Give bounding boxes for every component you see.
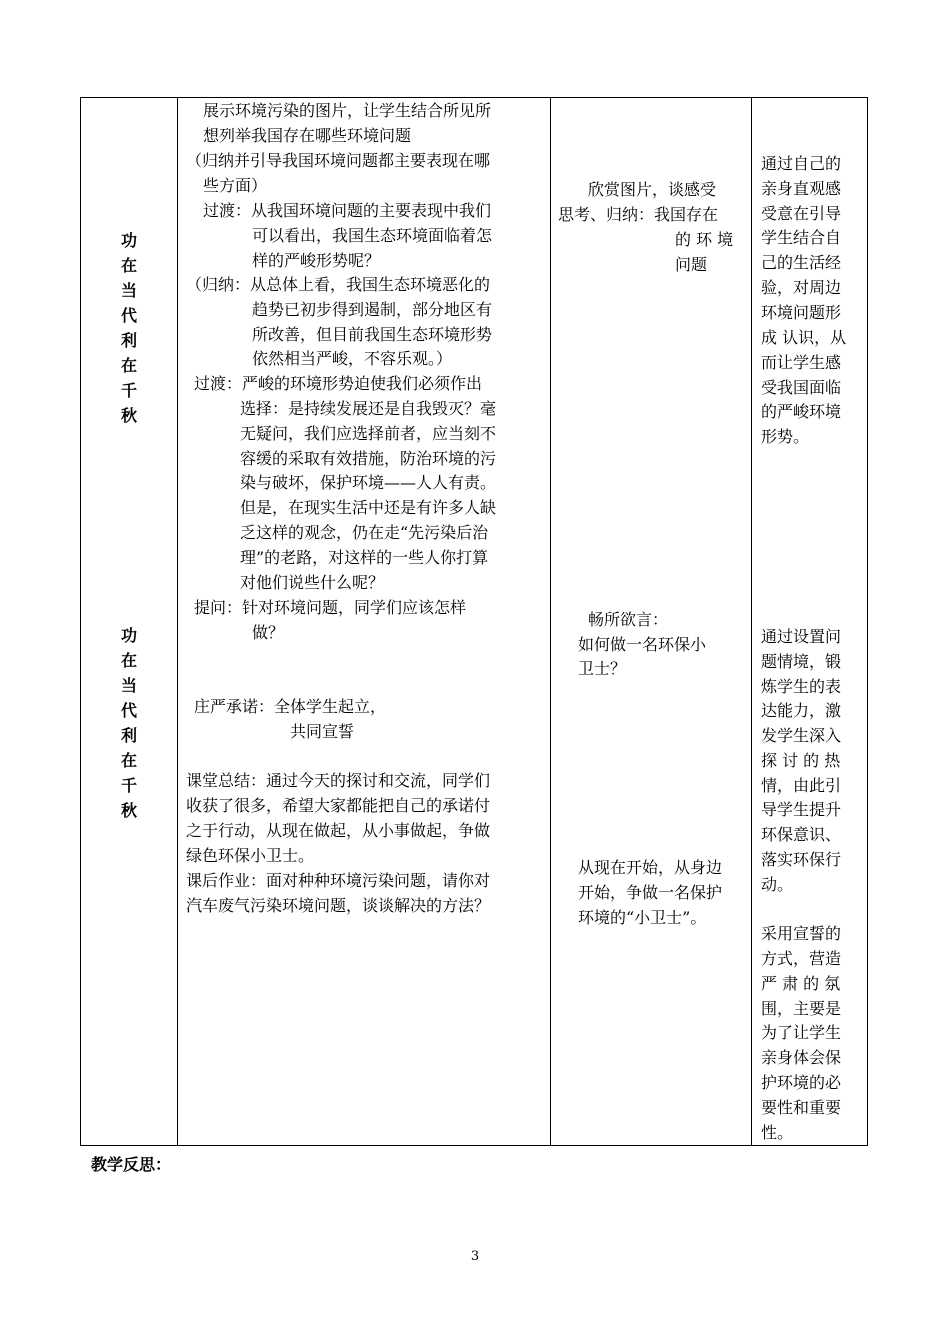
teacher-line: 无疑问，我们应选择前者，应当刻不: [240, 424, 497, 443]
teacher-line: 理”的老路，对这样的一些人你打算: [240, 548, 489, 567]
intent-line: 形势。: [761, 427, 810, 446]
student-line: 从现在开始，从身边: [578, 858, 723, 877]
intent-line: 亲身直观感: [761, 179, 842, 198]
teacher-line: 可以看出，我国生态环境面临着怎: [252, 226, 493, 245]
teacher-line: 乏这样的观念，仍在走“先污染后治: [240, 523, 489, 542]
label-char: 利: [120, 726, 137, 745]
teacher-line: 做？: [252, 623, 285, 642]
lesson-table: [80, 97, 868, 1146]
label-char: 当: [120, 281, 137, 300]
teacher-line: 些方面）: [203, 176, 268, 195]
column-divider: [550, 98, 551, 1145]
student-line: 欣赏图片，谈感受: [588, 180, 717, 199]
column-divider: [751, 98, 752, 1145]
intent-line: 环保意识、: [761, 825, 842, 844]
intent-line: 严 肃 的 氛: [761, 974, 841, 993]
student-line: 开始，争做一名保护: [578, 883, 723, 902]
label-char: 秋: [120, 801, 137, 820]
intent-line: 通过设置问: [761, 627, 842, 646]
teacher-line: 展示环境污染的图片，让学生结合所见所: [203, 101, 492, 120]
student-line: 如何做一名环保小: [578, 635, 707, 654]
page-number: 3: [470, 1249, 480, 1264]
label-char: 秋: [120, 406, 137, 425]
label-char: 代: [120, 701, 137, 720]
intent-line: 性。: [761, 1123, 794, 1142]
teacher-line: 共同宣誓: [290, 722, 355, 741]
intent-line: 为了让学生: [761, 1023, 842, 1042]
intent-line: 而让学生感: [761, 353, 842, 372]
teacher-line: 容缓的采取有效措施，防治环境的污: [240, 449, 497, 468]
intent-line: 题情境，锻: [761, 652, 842, 671]
intent-line: 探 讨 的 热: [761, 751, 841, 770]
intent-line: 采用宣誓的: [761, 924, 842, 943]
intent-line: 落实环保行: [761, 850, 842, 869]
intent-line: 方式，营造: [761, 949, 842, 968]
teacher-line: 选择：是持续发展还是自我毁灭？毫: [240, 399, 497, 418]
intent-line: 护环境的必: [761, 1073, 842, 1092]
intent-line: 亲身体会保: [761, 1048, 842, 1067]
label-char: 千: [120, 776, 137, 795]
intent-line: 环境问题形: [761, 303, 842, 322]
teacher-line: 依然相当严峻，不容乐观。）: [252, 349, 453, 368]
intent-line: 炼学生的表: [761, 677, 842, 696]
teacher-line: 提问：针对环境问题，同学们应该怎样: [194, 598, 467, 617]
label-char: 利: [120, 331, 137, 350]
column-divider: [177, 98, 178, 1145]
intent-line: 发学生深入: [761, 726, 842, 745]
intent-line: 达能力，激: [761, 701, 842, 720]
label-char: 代: [120, 306, 137, 325]
student-line: 畅所欲言：: [588, 610, 669, 629]
teacher-line: （归纳并引导我国环境问题都主要表现在哪: [186, 151, 491, 170]
intent-line: 围，主要是: [761, 999, 842, 1018]
teacher-line: 汽车废气污染环境问题，谈谈解决的方法？: [186, 896, 491, 915]
teacher-line: 所改善，但目前我国生态环境形势: [252, 325, 493, 344]
label-char: 在: [120, 651, 137, 670]
section-label-top: [119, 228, 139, 428]
teacher-line: （归纳：从总体上看，我国生态环境恶化的: [186, 275, 491, 294]
student-line: 的 环 境: [675, 230, 734, 249]
intent-line: 动。: [761, 875, 794, 894]
teacher-line: 样的严峻形势呢？: [252, 251, 381, 270]
teacher-line: 趋势已初步得到遏制，部分地区有: [252, 300, 493, 319]
label-char: 功: [120, 626, 137, 645]
student-line: 问题: [675, 255, 708, 274]
student-line: 环境的“小卫士”。: [578, 908, 707, 927]
intent-line: 通过自己的: [761, 154, 842, 173]
intent-line: 受我国面临: [761, 378, 842, 397]
teacher-line: 课堂总结：通过今天的探讨和交流，同学们: [186, 771, 491, 790]
teacher-line: 对他们说些什么呢？: [240, 573, 385, 592]
label-char: 功: [120, 231, 137, 250]
intent-line: 要性和重要: [761, 1098, 842, 1117]
teacher-line: 之于行动，从现在做起，从小事做起，争做: [186, 821, 491, 840]
intent-line: 受意在引导: [761, 204, 842, 223]
teacher-line: 绿色环保小卫士。: [186, 846, 315, 865]
teacher-line: 想列举我国存在哪些环境问题: [203, 126, 412, 145]
label-char: 在: [120, 751, 137, 770]
teacher-line: 过渡：严峻的环境形势迫使我们必须作出: [194, 374, 483, 393]
intent-line: 的严峻环境: [761, 402, 842, 421]
student-line: 卫士？: [578, 659, 627, 678]
teacher-line: 课后作业：面对种种环境污染问题，请你对: [186, 871, 491, 890]
label-char: 千: [120, 381, 137, 400]
section-label-bottom: [119, 623, 139, 823]
teacher-line: 染与破坏，保护环境——人人有责。: [240, 473, 497, 492]
reflection-heading: 教学反思：: [91, 1155, 172, 1174]
teacher-line: 但是，在现实生活中还是有许多人缺: [240, 498, 497, 517]
label-char: 在: [120, 256, 137, 275]
intent-line: 己的生活经: [761, 253, 842, 272]
intent-line: 情，由此引: [761, 776, 842, 795]
teacher-line: 过渡：从我国环境问题的主要表现中我们: [203, 201, 492, 220]
intent-line: 成 认识，从: [761, 328, 847, 347]
student-line: 思考、归纳：我国存在: [558, 205, 719, 224]
intent-line: 验，对周边: [761, 278, 842, 297]
intent-line: 学生结合自: [761, 228, 842, 247]
teacher-line: 庄严承诺：全体学生起立，: [194, 697, 387, 716]
intent-line: 导学生提升: [761, 800, 842, 819]
label-char: 当: [120, 676, 137, 695]
label-char: 在: [120, 356, 137, 375]
teacher-line: 收获了很多，希望大家都能把自己的承诺付: [186, 796, 491, 815]
